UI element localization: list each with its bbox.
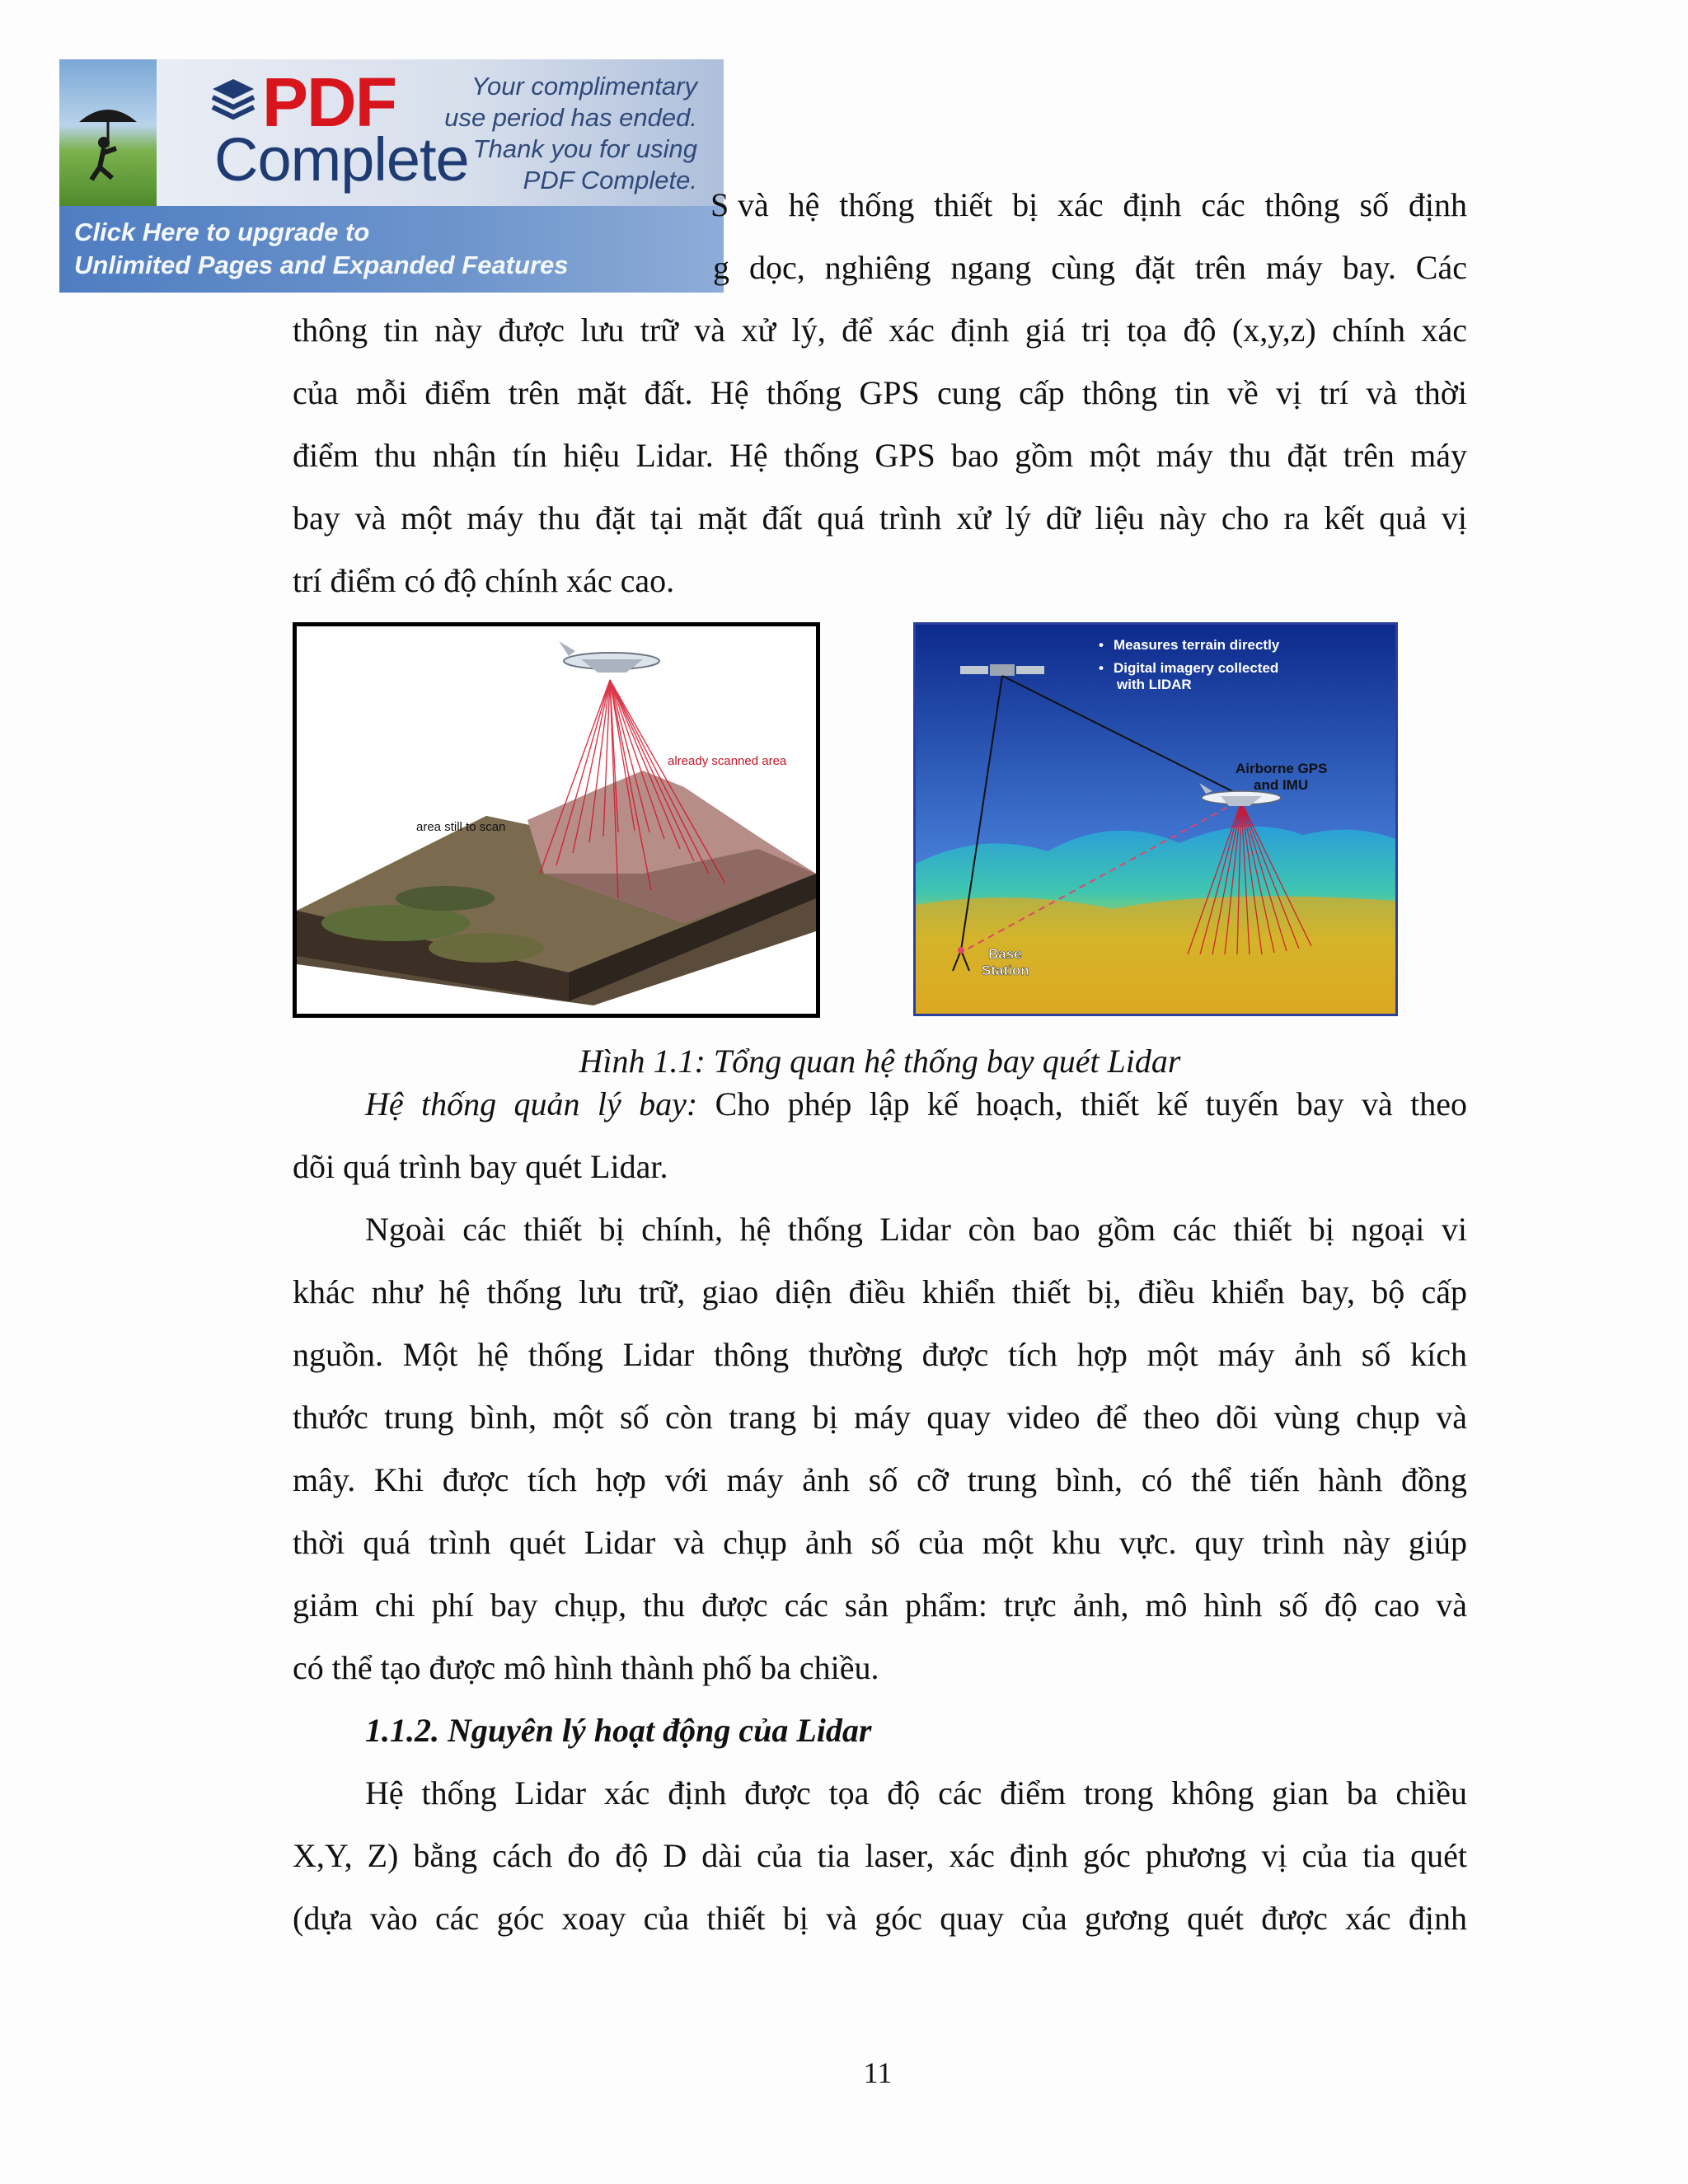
upgrade-link-line[interactable]: Click Here to upgrade to (74, 218, 370, 246)
bullet-text: Measures terrain directly (1114, 637, 1280, 653)
upgrade-link-line[interactable]: Unlimited Pages and Expanded Features (74, 251, 569, 279)
airplane-icon (559, 641, 659, 673)
section-heading-wrap (293, 1699, 1467, 1762)
text-line: bay và một máy thu đặt tại mặt đất quá trình xử lý dữ liệu này cho ra kết quả vị (293, 499, 1467, 537)
text-line: Hệ thống Lidar xác định được tọa độ các điểm trong không gian ba chiều (365, 1774, 1467, 1811)
banner-message-line: Your complimentary (471, 72, 697, 101)
text-line: mây. Khi được tích hợp với máy ảnh số cỡ trung bình, có thể tiến hành đồng (293, 1461, 1467, 1498)
text-line: X,Y, Z) bằng cách đo độ D dài của tia laser, xác định góc phương vị của tia quét (293, 1837, 1467, 1874)
umbrella-man-icon (71, 97, 145, 188)
label-area-to-scan: area still to scan (416, 820, 506, 834)
text-line: dõi quá trình bay quét Lidar. (293, 1148, 668, 1185)
banner-logo-pdf: PDF (262, 63, 396, 141)
paragraph-2 (293, 1073, 1467, 1198)
figure-lidar-scan-terrain (293, 622, 820, 1018)
partial-glyph: S (710, 186, 729, 223)
banner-message (417, 71, 697, 196)
text-line: trí điểm có độ chính xác cao. (293, 562, 675, 599)
text-line: có thể tạo được mô hình thành phố ba chiều. (293, 1649, 879, 1686)
label-already-scanned: already scanned area (668, 754, 787, 768)
text-line: thước trung bình, một số còn trang bị máy quay video để theo dõi vùng chụp và (293, 1399, 1467, 1436)
figure-lidar-system-overview (913, 622, 1398, 1016)
figure-caption: Hình 1.1: Tổng quan hệ thống bay quét Lidar (579, 1043, 1181, 1080)
text-line: Ngoài các thiết bị chính, hệ thống Lidar còn bao gồm các thiết bị ngoại vi (365, 1211, 1467, 1248)
label-airborne-imu: and IMU (1254, 777, 1309, 793)
layers-logo-icon (211, 76, 256, 125)
bullet-text: Digital imagery collected (1114, 660, 1279, 676)
text-span: Cho phép lập kế hoạch, thiết kế tuyến bay và theo (697, 1085, 1467, 1122)
section-heading: 1.1.2. Nguyên lý hoạt động của Lidar (365, 1712, 872, 1749)
paragraph-1-top (738, 174, 1467, 237)
italic-lead: Hệ thống quản lý bay: (365, 1085, 698, 1122)
text-line: khác như hệ thống lưu trữ, giao diện điều khiển thiết bị, điều khiển bay, bộ cấp (293, 1273, 1467, 1310)
text-line: và hệ thống thiết bị xác định các thông số định (738, 186, 1467, 223)
banner-logo-complete: Complete (214, 125, 469, 194)
banner-photo (59, 59, 157, 206)
bullet-dot: • (1099, 660, 1104, 676)
paragraph-1-second (713, 237, 1467, 299)
paragraph-4 (293, 1762, 1467, 1950)
bullet-dot: • (1099, 637, 1104, 653)
label-airborne-gps: Airborne GPS (1236, 761, 1328, 776)
banner-message-line: Thank you for using (472, 134, 697, 163)
bullet-text: with LIDAR (1117, 677, 1192, 692)
upgrade-link[interactable] (74, 216, 569, 282)
text-line: điểm thu nhận tín hiệu Lidar. Hệ thống GPS bao gồm một máy thu đặt trên máy (293, 437, 1467, 474)
label-station: Station (982, 963, 1029, 978)
text-line: thông tin này được lưu trữ và xử lý, để xác định giá trị tọa độ (x,y,z) chính xác (293, 312, 1467, 349)
label-base: Base (988, 946, 1022, 962)
text-line: (dựa vào các góc xoay của thiết bị và góc quay của gương quét được xác định (293, 1900, 1467, 1937)
lidar-system-illustration (916, 625, 1395, 1014)
banner-message-line: use period has ended. (444, 103, 697, 132)
banner-message-line: PDF Complete. (523, 166, 697, 194)
text-line: thời quá trình quét Lidar và chụp ảnh số của một khu vực. quy trình này giúp (293, 1524, 1467, 1561)
text-line: g dọc, nghiêng ngang cùng đặt trên máy bay. Các (713, 249, 1467, 286)
banner-logo-area (157, 59, 724, 206)
pdf-complete-upgrade-banner[interactable] (59, 59, 724, 293)
satellite-icon (960, 664, 1044, 676)
text-line (293, 1073, 1467, 1136)
paragraph-3 (293, 1198, 1467, 1699)
text-line: nguồn. Một hệ thống Lidar thông thường được tích hợp một máy ảnh số kích (293, 1336, 1467, 1373)
page-number: 11 (863, 2056, 893, 2089)
text-line: giảm chi phí bay chụp, thu được các sản phẩm: trực ảnh, mô hình số độ cao và (293, 1586, 1467, 1624)
text-line: của mỗi điểm trên mặt đất. Hệ thống GPS cung cấp thông tin về vị trí và thời (293, 374, 1467, 411)
terrain-scan-illustration (297, 626, 816, 1014)
paragraph-1 (293, 299, 1467, 612)
